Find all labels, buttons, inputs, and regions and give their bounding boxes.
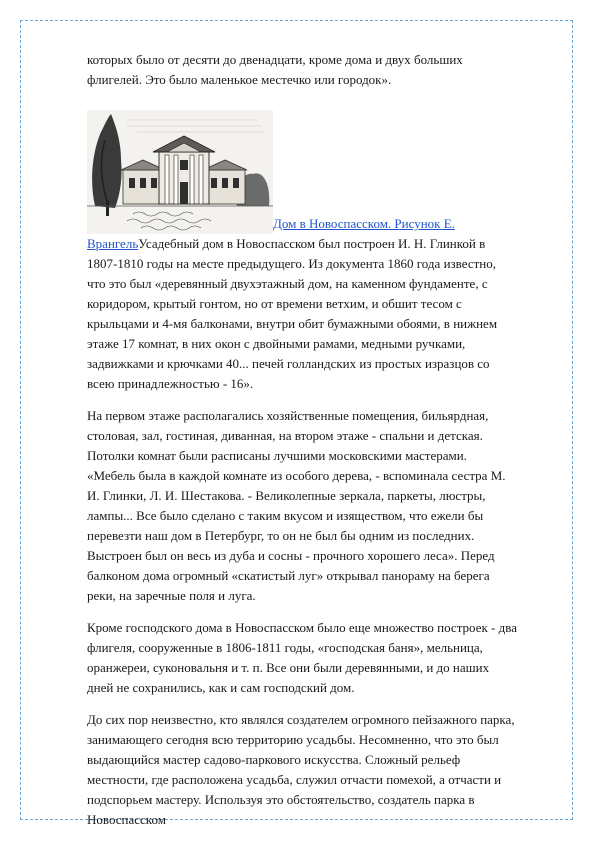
document-body: [87, 50, 517, 830]
paragraph-house: [87, 102, 517, 394]
paragraph-floors: На первом этаже располагались хозяйственные помещения, бильярдная, столовая, зал, гостиная, диванная, на втором этаже - спальни и детская. Потолки комнат были расписаны лучшими московскими мастерами. «Мебель была в каждой комнате из особого дерева, - вспоминала сестра М. И. Глинки, Л. И. Шестакова. - Великолепные зеркала, паркеты, люстры, лампы... Все было сделано с таким вкусом и изяществом, что ежели бы перевезти наш дом в Петербург, то он не был бы одним из последних. Выстроен был он весь из дуба и сосны - прочного хорошего леса». Перед балконом дома огромный «скатистый луг» открывал панораму на берега реки, на заречные поля и луга.: [87, 408, 506, 603]
paragraph-park: До сих пор неизвестно, кто являлся создателем огромного пейзажного парка, занимающего сегодня всю территорию усадьбы. Несомненно, что это был выдающийся мастер садово-паркового искусства. Сложный рельеф местности, где расположена усадьба, служил отчасти помехой, а отчасти и подспорьем мастеру. Используя это обстоятельство, создатель парка в Новоспасском: [87, 712, 515, 827]
house-drawing-image: [87, 110, 273, 234]
house-text: Усадебный дом в Новоспасском был построен И. Н. Глинкой в 1807-1810 годы на месте предыдущего. Из документа 1860 года известно, что это был «деревянный двухэтажный дом, на каменном фундаменте, с коридором, крытый гонтом, но от времени ветхим, и обшит тесом с крыльцами и 4-мя балконами, внутри обит бумажными обоями, в нижнем этаже 17 комнат, в них окон с двойными рамами, медными ручками, задвижками и крючками 40... печей голландских из простых изразцов со всею принадлежностью - 16».: [87, 236, 498, 391]
paragraph-intro: которых было от десяти до двенадцати, кроме дома и двух больших флигелей. Это было маленькое местечко или городок».: [87, 52, 463, 87]
caption-link-part1[interactable]: Дом в Новоспасском. Рисунок Е.: [273, 216, 455, 231]
caption-link-part2[interactable]: Врангель: [87, 236, 139, 251]
paragraph-buildings: Кроме господского дома в Новоспасском было еще множество построек - два флигеля, сооруженные в 1806-1811 годы, «господская баня», мельница, оранжереи, суконовальня и т. п. Все они были деревянными, и до наших дней не сохранились, как и сам господский дом.: [87, 620, 517, 695]
